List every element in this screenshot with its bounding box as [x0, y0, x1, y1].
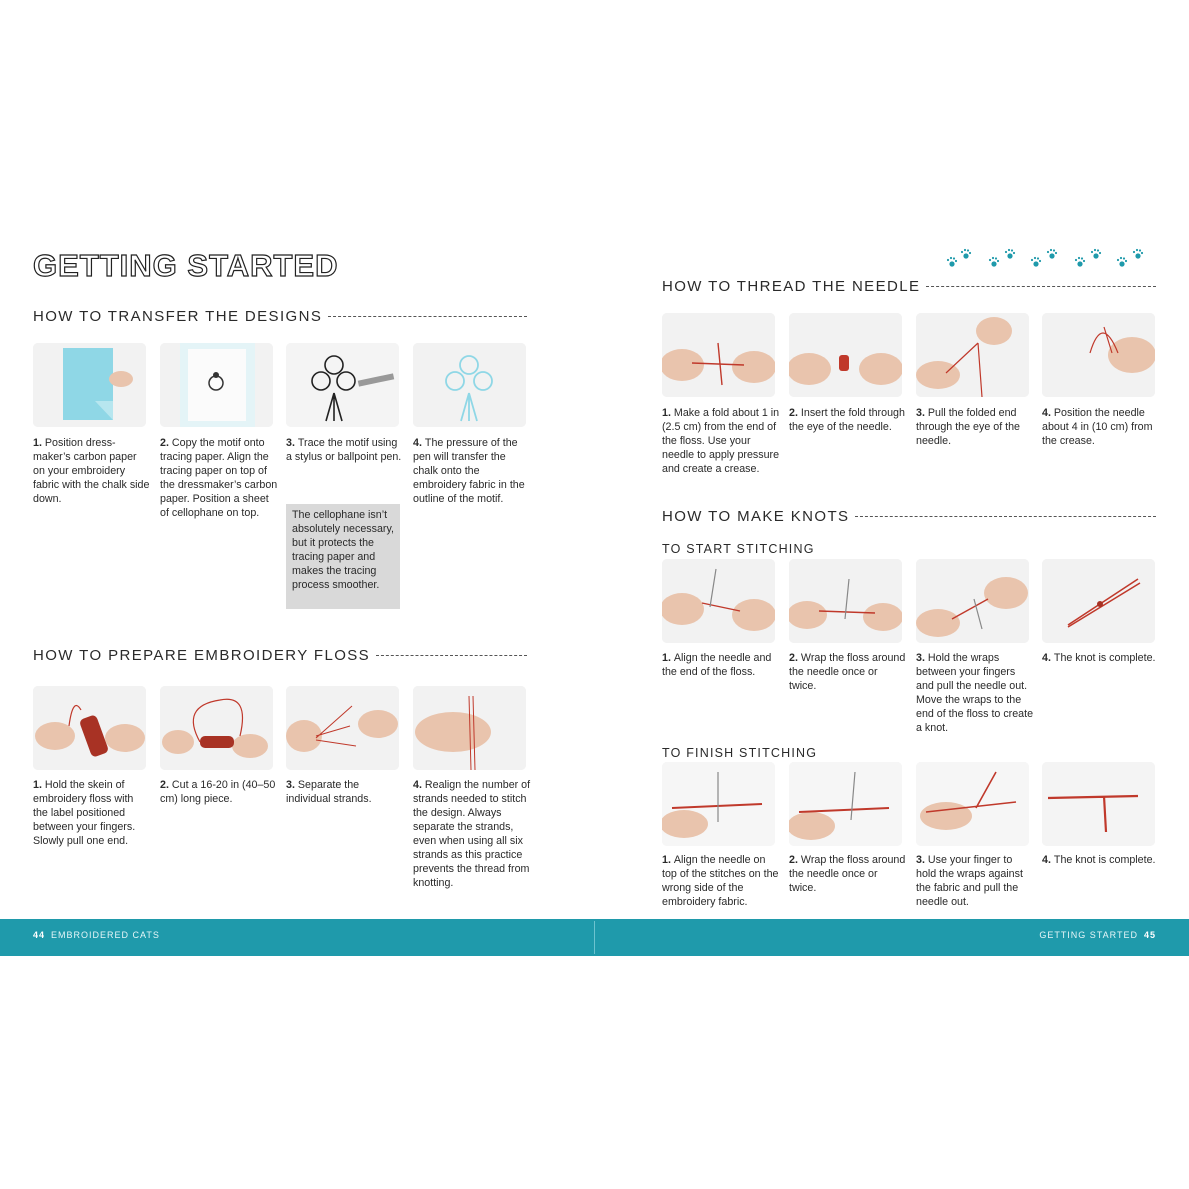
finish-step-4: [1042, 853, 1160, 867]
step-text: Make a fold about 1 in (2.5 cm) from the end of the floss. Use your needle to apply pressure and create a crease.: [662, 407, 780, 475]
page-gutter: [594, 921, 595, 954]
photo-realign-strands: [413, 686, 526, 770]
photo-tracing-paper: [160, 343, 273, 427]
photo-wrap-floss-start: [789, 559, 902, 643]
start-step-2: [789, 651, 907, 693]
start-step-3: [916, 651, 1034, 735]
photo-wrap-floss-finish: [789, 762, 902, 846]
photo-align-needle-start: [662, 559, 775, 643]
step-text: Wrap the floss around the needle once or twice.: [789, 652, 906, 692]
subheading-start-stitching: TO START STITCHING: [662, 542, 815, 556]
floss-step-3: [286, 778, 404, 806]
page-number-right: 45: [1143, 930, 1156, 940]
step-number: 4.: [413, 779, 422, 791]
cellophane-note: The cellophane isn’t absolutely necessary, but it protects the tracing paper and makes the tracing process smoother.: [286, 504, 400, 609]
step-number: 4.: [1042, 854, 1051, 866]
photo-fold-floss: [662, 313, 775, 397]
footer-right: [1039, 930, 1156, 940]
dashed-rule: [926, 286, 1156, 287]
step-number: 1.: [33, 779, 42, 791]
finish-step-1: [662, 853, 780, 909]
step-number: 4.: [413, 437, 422, 449]
finish-step-2: [789, 853, 907, 895]
step-text: The knot is complete.: [1053, 854, 1156, 866]
step-text: Wrap the floss around the needle once or twice.: [789, 854, 906, 894]
start-step-1: [662, 651, 780, 679]
section-heading-floss: [33, 647, 527, 664]
photo-pull-needle-out: [916, 762, 1029, 846]
step-text: Trace the motif using a stylus or ballpoint pen.: [286, 437, 402, 463]
photo-position-needle: [1042, 313, 1155, 397]
step-text: Hold the wraps between your fingers and pull the needle out. Move the wraps to the end of the floss to create a knot.: [916, 652, 1034, 734]
step-number: 2.: [160, 779, 169, 791]
step-text: The pressure of the pen will transfer the chalk onto the embroidery fabric in the outline of the motif.: [413, 437, 525, 505]
step-text: Separate the individual strands.: [286, 779, 372, 805]
photo-pull-folded-end: [916, 313, 1029, 397]
thread-step-3: [916, 406, 1034, 448]
step-number: 3.: [916, 854, 925, 866]
transfer-step-3: [286, 436, 404, 464]
photo-hold-wraps: [916, 559, 1029, 643]
section-heading-transfer: [33, 308, 527, 325]
page-title: GETTING STARTED: [33, 248, 339, 283]
step-text: Position the needle about 4 in (10 cm) from the crease.: [1042, 407, 1153, 447]
section-heading-text: HOW TO THREAD THE NEEDLE: [662, 278, 921, 295]
step-text: Realign the number of strands needed to stitch the design. Always separate the strands, even when using all six strands as this practice prevents the thread from knotting.: [413, 779, 531, 889]
step-text: Cut a 16-20 in (40–50 cm) long piece.: [160, 779, 276, 805]
step-text: Position dress-maker’s carbon paper on your embroidery fabric with the chalk side down.: [33, 437, 150, 505]
step-number: 3.: [916, 652, 925, 664]
step-number: 2.: [789, 854, 798, 866]
transfer-step-4: [413, 436, 531, 506]
photo-insert-fold: [789, 313, 902, 397]
paw-prints-icon: [944, 246, 1149, 272]
step-number: 1.: [662, 854, 671, 866]
step-number: 3.: [286, 779, 295, 791]
floss-step-1: [33, 778, 151, 848]
step-number: 1.: [662, 407, 671, 419]
photo-carbon-paper: [33, 343, 146, 427]
dashed-rule: [376, 655, 527, 656]
step-number: 2.: [789, 652, 798, 664]
dashed-rule: [328, 316, 527, 317]
photo-chalk-transfer: [413, 343, 526, 427]
photo-knot-complete-finish: [1042, 762, 1155, 846]
step-text: Insert the fold through the eye of the needle.: [789, 407, 905, 433]
subheading-finish-stitching: TO FINISH STITCHING: [662, 746, 818, 760]
floss-step-2: [160, 778, 278, 806]
section-heading-text: HOW TO PREPARE EMBROIDERY FLOSS: [33, 647, 371, 664]
floss-step-4: [413, 778, 531, 890]
step-text: Align the needle and the end of the floss.: [662, 652, 772, 678]
footer-bar: [0, 919, 1189, 956]
transfer-step-2: [160, 436, 278, 520]
book-title: EMBROIDERED CATS: [51, 930, 160, 940]
photo-cut-floss: [160, 686, 273, 770]
step-text: Align the needle on top of the stitches on the wrong side of the embroidery fabric.: [662, 854, 779, 908]
photo-hold-skein: [33, 686, 146, 770]
step-text: Use your finger to hold the wraps against the fabric and pull the needle out.: [916, 854, 1023, 908]
step-text: Hold the skein of embroidery floss with the label positioned between your fingers. Slowly pull one end.: [33, 779, 136, 847]
step-number: 4.: [1042, 407, 1051, 419]
step-number: 2.: [160, 437, 169, 449]
step-number: 4.: [1042, 652, 1051, 664]
thread-step-1: [662, 406, 780, 476]
thread-step-2: [789, 406, 907, 434]
photo-align-needle-finish: [662, 762, 775, 846]
step-number: 2.: [789, 407, 798, 419]
step-number: 3.: [286, 437, 295, 449]
thread-step-4: [1042, 406, 1160, 448]
page-number-left: 44: [33, 930, 46, 940]
section-heading-text: HOW TO TRANSFER THE DESIGNS: [33, 308, 323, 325]
step-text: Pull the folded end through the eye of the needle.: [916, 407, 1020, 447]
section-heading-text: HOW TO MAKE KNOTS: [662, 508, 850, 525]
step-number: 1.: [33, 437, 42, 449]
chapter-title: GETTING STARTED: [1039, 930, 1138, 940]
step-text: Copy the motif onto tracing paper. Align the tracing paper on top of the dressmaker’s carbon paper. Position a sheet of cellophane on top.: [160, 437, 278, 519]
photo-separate-strands: [286, 686, 399, 770]
photo-knot-complete-start: [1042, 559, 1155, 643]
section-heading-knots: [662, 508, 1156, 525]
section-heading-thread: [662, 278, 1156, 295]
step-text: The knot is complete.: [1053, 652, 1156, 664]
photo-trace-motif: [286, 343, 399, 427]
step-number: 1.: [662, 652, 671, 664]
footer-left: [33, 930, 160, 940]
dashed-rule: [855, 516, 1156, 517]
finish-step-3: [916, 853, 1034, 909]
transfer-step-1: [33, 436, 151, 506]
start-step-4: [1042, 651, 1160, 665]
step-number: 3.: [916, 407, 925, 419]
